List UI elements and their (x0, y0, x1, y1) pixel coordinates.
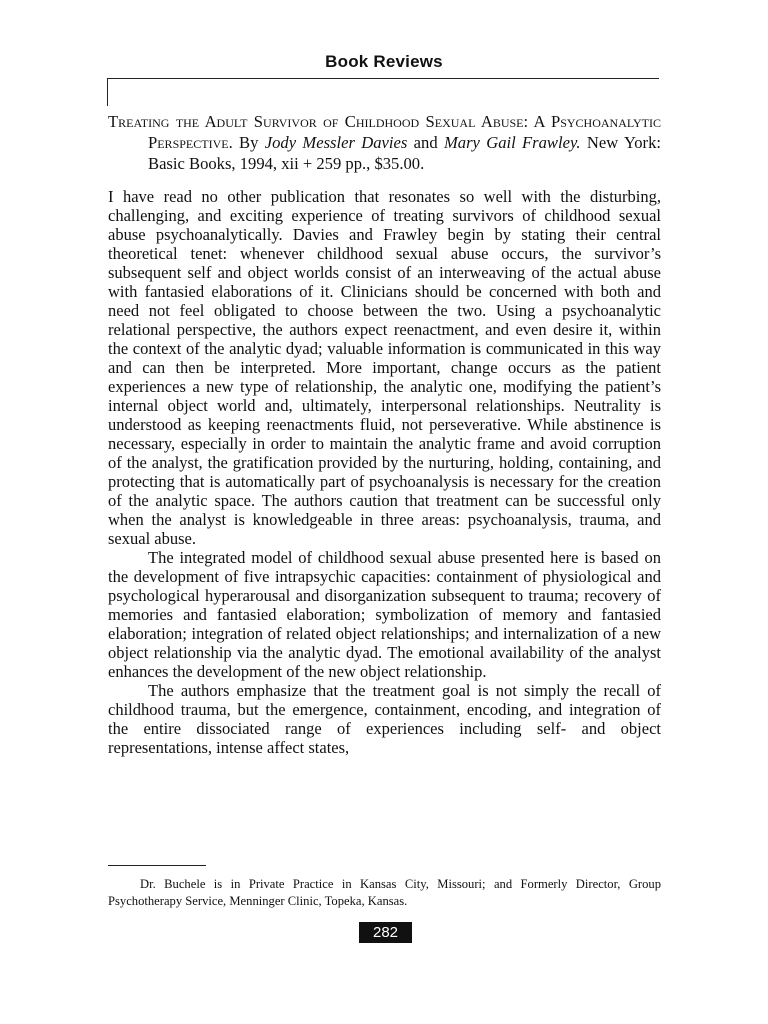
header-rule-horizontal (107, 78, 659, 79)
footnote-rule (108, 865, 206, 866)
author-davies: Jody Messler Davies (264, 133, 408, 152)
review-paragraph-1: I have read no other publication that resonates so well with the disturbing, challenging, and exciting experience of treating survivors of childhood sexual abuse psychoanalytically. Davies and Frawley begin by stating their central theoretical tenet: whenever childhood sexual abuse occurs, the survivor’s subsequent self and object worlds consist of an interweaving of the actual abuse with fantasied elaborations of it. Clinicians should be concerned with both and need not feel obligated to choose between the two. Using a psychoanalytic relational perspective, the authors expect reenactment, and even desire it, within the context of the analytic dyad; valuable information is communicated in this way and can then be interpreted. More important, change occurs as the patient experiences a new type of relationship, the analytic one, modifying the patient’s internal object world and, ultimately, interpersonal relationships. Neutrality is understood as keeping reenactments fluid, not perseverative. While abstinence is necessary, especially in order to maintain the analytic frame and avoid corruption of the analyst, the gratification provided by the nurturing, holding, containing, and protecting that is automatically part of psychoanalysis is necessary for the creation of the analytic space. The authors caution that treatment can be successful only when the analyst is knowledgeable in three areas: psychoanalysis, trauma, and sexual abuse. (108, 187, 661, 548)
author-footnote: Dr. Buchele is in Private Practice in Kansas City, Missouri; and Formerly Director, Group Psychotherapy Service, Menninger Clinic, Topeka, Kansas. (108, 877, 661, 908)
book-citation (108, 111, 661, 174)
citation-by: By (239, 133, 259, 152)
publication-details: New York: Basic Books, 1994, xii + 259 pp., $35.00. (148, 133, 661, 173)
header-rule-vertical (107, 78, 108, 106)
page-number-badge: 282 (359, 922, 412, 943)
author-frawley: Mary Gail Frawley. (443, 133, 581, 152)
book-title: Treating the Adult Survivor of Childhood Sexual Abuse: A Psychoanalytic Perspective. (108, 112, 661, 152)
review-paragraph-3: The authors emphasize that the treatment goal is not simply the recall of childhood trauma, but the emergence, containment, encoding, and integration of the entire dissociated range of experiences including self- and object representations, intense affect states, (108, 681, 661, 757)
review-body (108, 187, 661, 757)
review-paragraph-2: The integrated model of childhood sexual abuse presented here is based on the development of five intrapsychic capacities: containment of physiological and psychological hyperarousal and disorganization subsequent to trauma; recovery of memories and fantasied elaboration; symbolization of memory and fantasied elaboration; integration of related object relationships; and internalization of a new object relationship via the analytic dyad. The emotional availability of the analyst enhances the development of the new object relationship. (108, 548, 661, 681)
running-head-title: Book Reviews (325, 52, 443, 71)
citation-and: and (413, 133, 438, 152)
